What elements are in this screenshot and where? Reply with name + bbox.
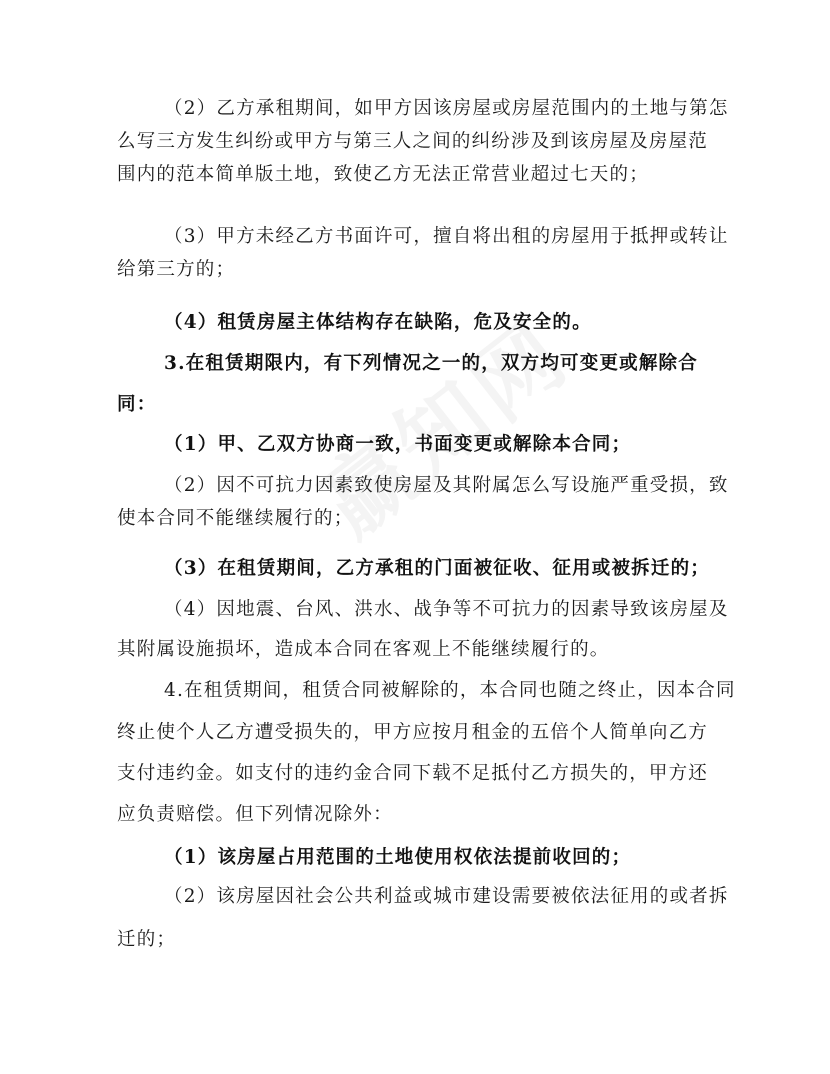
text-line: （2）因不可抗力因素致使房屋及其附属怎么写设施严重受损，致 [164, 475, 729, 496]
text-line: 3.在租赁期限内，有下列情况之一的，双方均可变更或解除合 [164, 353, 698, 374]
text-line: 迁的； [117, 929, 177, 950]
text-line: （3）甲方未经乙方书面许可，擅自将出租的房屋用于抵押或转让 [164, 226, 729, 247]
text-line: 么写三方发生纠纷或甲方与第三人之间的纠纷涉及到该房屋及房屋范 [117, 131, 709, 152]
text-line: （1）该房屋占用范围的土地使用权依法提前收回的； [164, 847, 632, 868]
text-line: 终止使个人乙方遭受损失的，甲方应按月租金的五倍个人简单向乙方 [117, 722, 709, 743]
text-line: 应负责赔偿。但下列情况除外： [117, 804, 393, 825]
text-line: 同： [117, 394, 157, 415]
text-line: 围内的范本简单版土地，致使乙方无法正常营业超过七天的； [117, 164, 649, 185]
text-line: （4）因地震、台风、洪水、战争等不可抗力的因素导致该房屋及 [164, 599, 729, 620]
text-line: 其附属设施损坏，造成本合同在客观上不能继续履行的。 [117, 639, 610, 660]
text-line: （4）租赁房屋主体结构存在缺陷，危及安全的。 [164, 312, 592, 333]
text-line: （1）甲、乙双方协商一致，书面变更或解除本合同； [164, 434, 632, 455]
text-line: 4.在租赁期间，租赁合同被解除的，本合同也随之终止，因本合同 [164, 680, 736, 701]
text-line: 支付违约金。如支付的违约金合同下载不足抵付乙方损失的，甲方还 [117, 763, 709, 784]
text-line: （2）该房屋因社会公共利益或城市建设需要被依法征用的或者拆 [164, 886, 729, 907]
text-line: 使本合同不能继续履行的； [117, 508, 354, 529]
text-line: 给第三方的； [117, 259, 236, 280]
text-line: （2）乙方承租期间，如甲方因该房屋或房屋范围内的土地与第怎 [164, 98, 729, 119]
text-line: （3）在租赁期间，乙方承租的门面被征收、征用或被拆迁的； [164, 558, 710, 579]
